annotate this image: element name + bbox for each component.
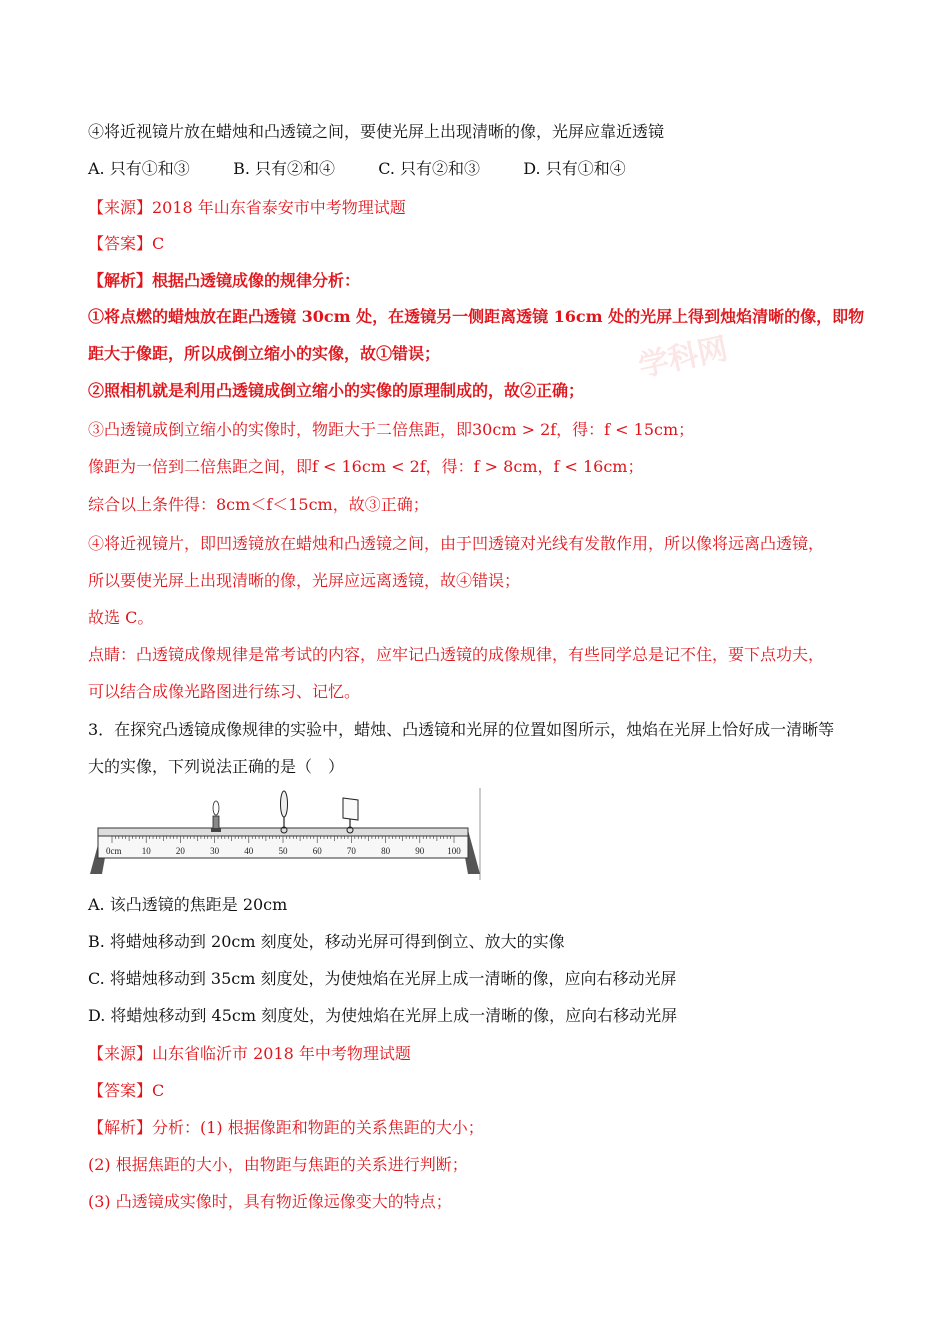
analysis-line: ②照相机就是利用凸透镜成倒立缩小的实像的原理制成的，故②正确； — [88, 381, 585, 400]
choice-a: A. 该凸透镜的焦距是 20cm — [88, 895, 288, 914]
ruler-tick-label: 30 — [210, 846, 220, 856]
ruler-tick-label: 10 — [141, 846, 151, 856]
analysis-line: 综合以上条件得：8cm＜f＜15cm，故③正确； — [88, 495, 429, 514]
choice-d: D. 将蜡烛移动到 45cm 刻度处，为使烛焰在光屏上成一清晰的像，应向右移动光屏 — [88, 1006, 678, 1025]
option-c: C. 只有②和③ — [378, 159, 481, 178]
analysis-line: 像距为一倍到二倍焦距之间，即f < 16cm < 2f，得：f > 8cm，f < 16cm； — [88, 457, 644, 476]
ruler-tick-label: 60 — [312, 846, 322, 856]
tip-line: 可以结合成像光路图进行练习、记忆。 — [88, 682, 361, 701]
analysis-line: 距大于像距，所以成倒立缩小的实像，故①错误； — [88, 344, 441, 363]
ruler-tick-label: 80 — [381, 846, 391, 856]
analysis-line: (2) 根据焦距的大小，由物距与焦距的关系进行判断； — [88, 1155, 468, 1174]
analysis-line: ③凸透镜成倒立缩小的实像时，物距大于二倍焦距，即30cm > 2f，得：f < 15cm； — [88, 420, 695, 439]
convex-lens — [281, 791, 288, 833]
ruler-tick-label: 0cm — [106, 846, 122, 856]
analysis-line: (3) 凸透镜成实像时，具有物近像远像变大的特点； — [88, 1192, 452, 1211]
ruler-tick-label: 100 — [447, 846, 461, 856]
ruler-tick-label: 20 — [175, 846, 185, 856]
analysis-heading: 【解析】根据凸透镜成像的规律分析： — [88, 271, 361, 290]
options-row — [88, 158, 626, 180]
analysis-heading: 【解析】分析：(1) 根据像距和物距的关系焦距的大小； — [88, 1118, 484, 1137]
ruler-tick-label: 70 — [346, 846, 356, 856]
source-label: 【来源】山东省临沂市 2018 年中考物理试题 — [88, 1044, 411, 1063]
answer-label: 【答案】C — [88, 234, 165, 253]
answer-label: 【答案】C — [88, 1081, 165, 1100]
text-line: ④将近视镜片放在蜡烛和凸透镜之间，要使光屏上出现清晰的像，光屏应靠近透镜 — [88, 122, 665, 141]
option-d: D. 只有①和④ — [523, 159, 626, 178]
watermark: 学科网 — [635, 331, 731, 385]
choice-b: B. 将蜡烛移动到 20cm 刻度处，移动光屏可得到倒立、放大的实像 — [88, 932, 565, 951]
choice-c: C. 将蜡烛移动到 35cm 刻度处，为使烛焰在光屏上成一清晰的像，应向右移动光屏 — [88, 969, 677, 988]
question-text: 大的实像，下列说法正确的是（ ） — [88, 757, 345, 776]
analysis-line: ④将近视镜片，即凹透镜放在蜡烛和凸透镜之间，由于凹透镜对光线有发散作用，所以像将远离凸透镜， — [88, 534, 825, 553]
ruler-tick-label: 50 — [278, 846, 288, 856]
ruler-tick-label: 90 — [415, 846, 425, 856]
source-label: 【来源】2018 年山东省泰安市中考物理试题 — [88, 198, 406, 217]
tip-line: 点睛：凸透镜成像规律是常考试的内容，应牢记凸透镜的成像规律，有些同学总是记不住，要下点功夫， — [88, 645, 825, 664]
optical-bench-figure — [88, 788, 482, 880]
candle — [211, 801, 221, 832]
analysis-line: 所以要使光屏上出现清晰的像，光屏应远离透镜，故④错误； — [88, 571, 521, 590]
analysis-line: 故选 C。 — [88, 608, 154, 627]
analysis-line: ①将点燃的蜡烛放在距凸透镜 30cm 处，在透镜另一侧距离透镜 16cm 处的光屏上得到烛焰清晰的像，即物 — [88, 307, 865, 326]
option-b: B. 只有②和④ — [233, 159, 336, 178]
question-text: 3．在探究凸透镜成像规律的实验中，蜡烛、凸透镜和光屏的位置如图所示，烛焰在光屏上恰好成一清晰等 — [88, 720, 835, 739]
option-a: A. 只有①和③ — [88, 159, 190, 178]
ruler-tick-label: 40 — [244, 846, 254, 856]
